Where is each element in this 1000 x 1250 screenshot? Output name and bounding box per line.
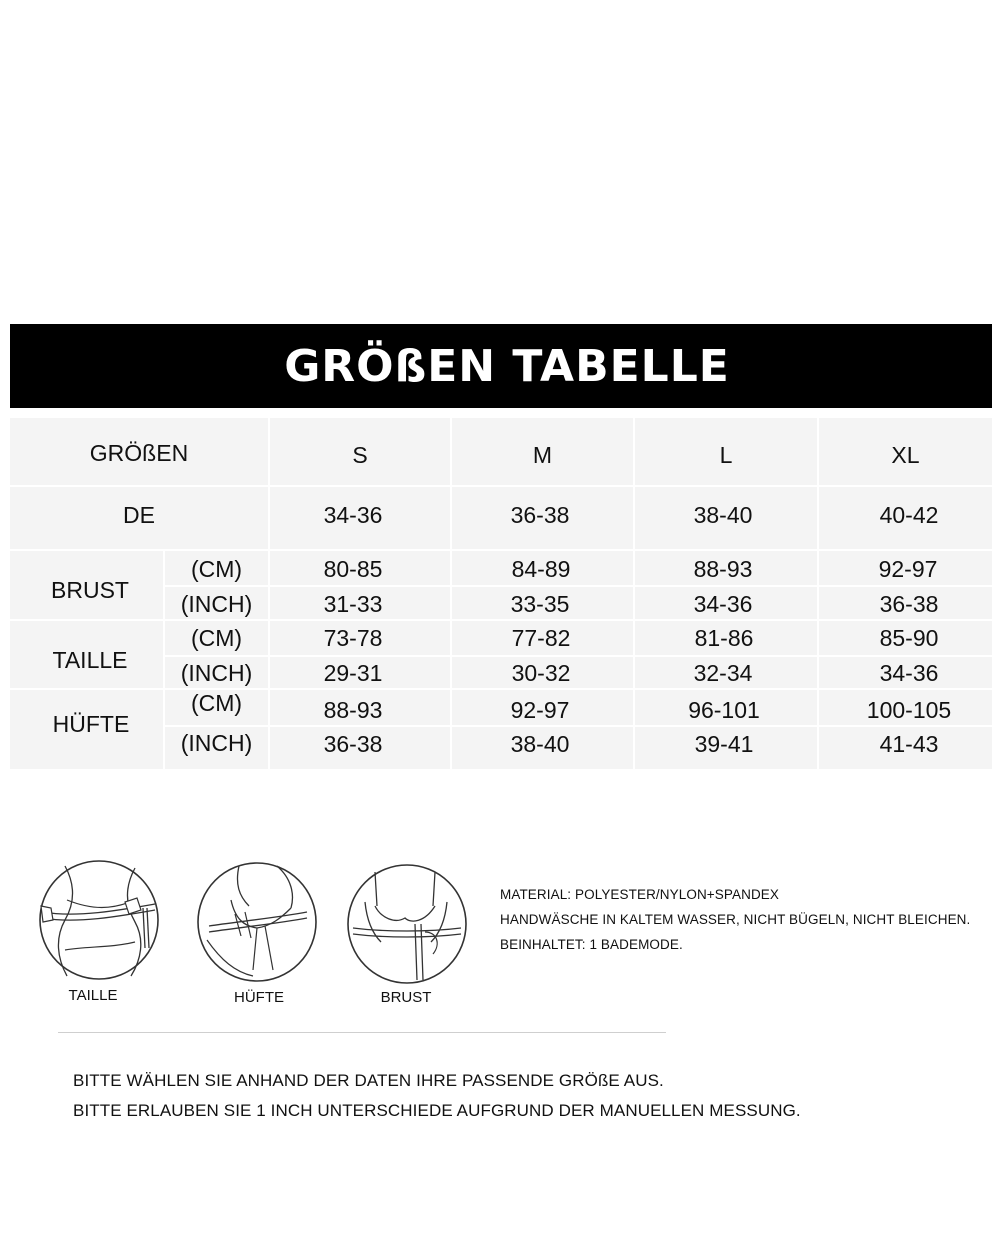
table-cell: 39-41	[694, 730, 754, 757]
group-label-brust: BRUST	[51, 576, 129, 603]
contents-text: BEINHALTET: 1 BADEMODE.	[500, 937, 683, 952]
table-cell: 100-105	[866, 696, 952, 723]
row-label-de: DE	[123, 501, 155, 528]
group-label-huefte: HÜFTE	[52, 710, 130, 737]
title-banner	[10, 324, 992, 408]
table-cell: 34-36	[693, 590, 753, 617]
divider	[58, 1032, 666, 1033]
care-text: HANDWÄSCHE IN KALTEM WASSER, NICHT BÜGELN, NICHT BLEICHEN.	[500, 912, 971, 927]
table-cell: 96-101	[688, 696, 760, 723]
table-cell: 29-31	[323, 659, 383, 686]
table-cell: 38-40	[510, 730, 570, 757]
unit-label: (CM)	[190, 555, 243, 582]
unit-label: (INCH)	[180, 590, 253, 617]
unit-label: (CM)	[190, 689, 243, 716]
table-cell: 40-42	[879, 501, 939, 528]
header-size-l: L	[719, 441, 733, 468]
table-cell: 34-36	[323, 501, 383, 528]
table-cell: 92-97	[878, 555, 938, 582]
table-cell: 34-36	[879, 659, 939, 686]
material-text: MATERIAL: POLYESTER/NYLON+SPANDEX	[500, 887, 780, 902]
hip-measure-label: HÜFTE	[234, 989, 284, 1006]
size-advice-note: BITTE WÄHLEN SIE ANHAND DER DATEN IHRE PASSENDE GRÖßE AUS.	[73, 1071, 664, 1090]
table-cell: 77-82	[511, 624, 571, 651]
table-cell: 36-38	[879, 590, 939, 617]
table-cell: 85-90	[879, 624, 939, 651]
unit-label: (INCH)	[180, 729, 253, 756]
bust-measure-label: BRUST	[380, 989, 432, 1006]
measurement-tolerance-note: BITTE ERLAUBEN SIE 1 INCH UNTERSCHIEDE AUFGRUND DER MANUELLEN MESSUNG.	[73, 1101, 801, 1120]
unit-label: (CM)	[190, 624, 243, 651]
table-cell: 88-93	[693, 555, 753, 582]
waist-measure-icon	[37, 858, 161, 982]
header-size-label: GRÖßEN	[89, 439, 189, 466]
table-cell: 92-97	[510, 696, 570, 723]
table-cell: 33-35	[510, 590, 570, 617]
table-cell: 80-85	[323, 555, 383, 582]
table-cell: 41-43	[879, 730, 939, 757]
table-cell: 36-38	[323, 730, 383, 757]
bust-measure-icon	[345, 862, 469, 986]
table-cell: 38-40	[693, 501, 753, 528]
unit-label: (INCH)	[180, 659, 253, 686]
page-title: GRÖßEN TABELLE	[284, 340, 730, 392]
size-table	[10, 418, 992, 769]
table-cell: 31-33	[323, 590, 383, 617]
header-size-s: S	[352, 441, 368, 468]
header-size-xl: XL	[891, 441, 920, 468]
group-label-taille: TAILLE	[52, 646, 128, 673]
table-cell: 81-86	[694, 624, 754, 651]
hip-measure-icon	[195, 860, 319, 984]
table-cell: 88-93	[323, 696, 383, 723]
table-cell: 30-32	[511, 659, 571, 686]
table-cell: 32-34	[693, 659, 753, 686]
waist-measure-label: TAILLE	[68, 987, 118, 1004]
header-size-m: M	[532, 441, 553, 468]
table-cell: 73-78	[323, 624, 383, 651]
table-cell: 36-38	[510, 501, 570, 528]
table-cell: 84-89	[511, 555, 571, 582]
